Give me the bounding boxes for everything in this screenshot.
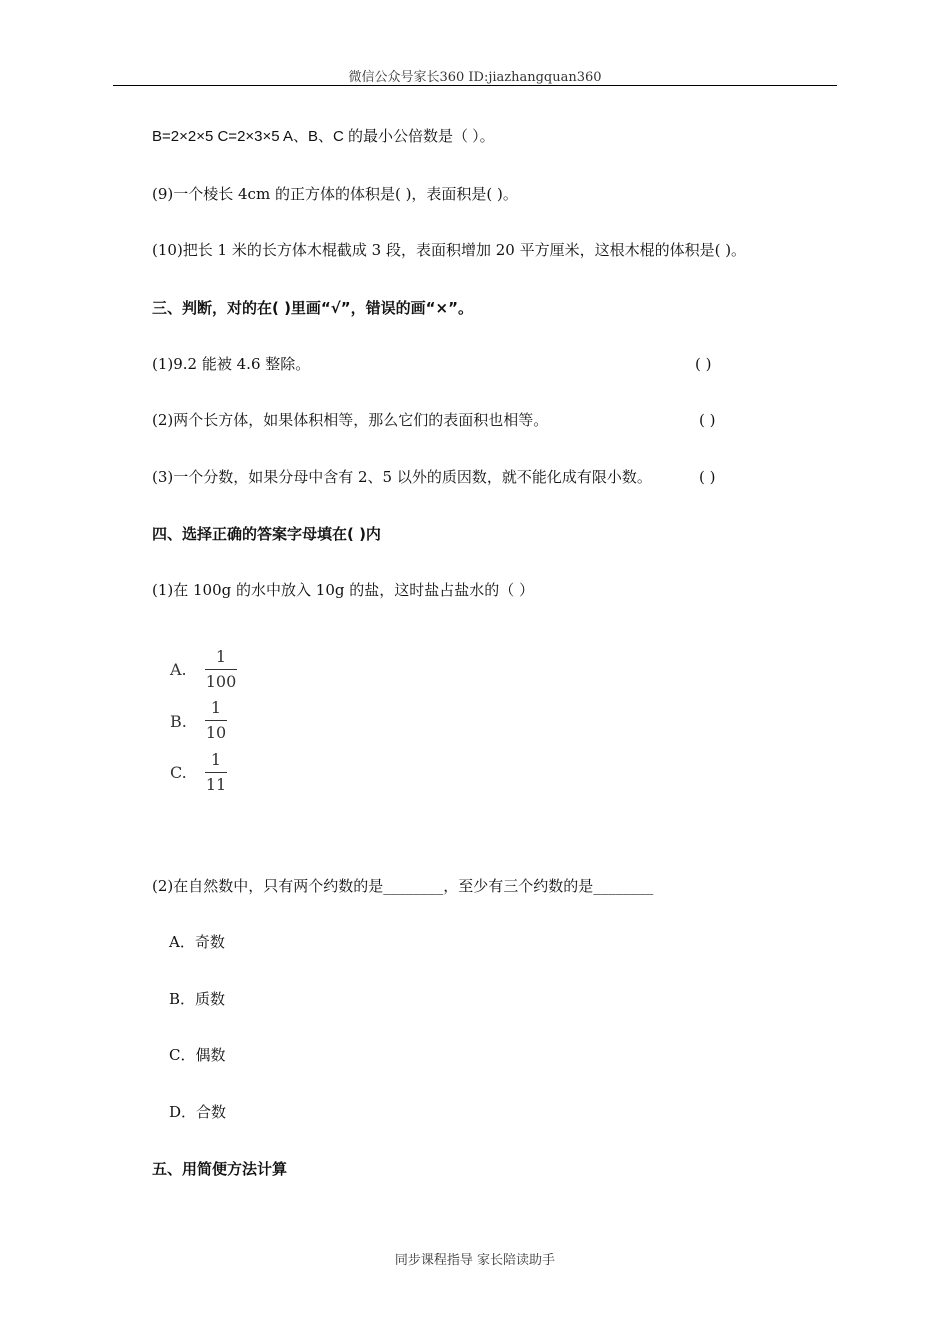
choice-question-1: (1)在 100g 的水中放入 10g 的盐，这时盐占盐水的（ ）	[152, 581, 535, 599]
header-divider	[113, 85, 837, 86]
option-a-fraction	[205, 647, 237, 692]
option-c-numerator: 1	[210, 750, 222, 769]
option-b-fraction	[205, 698, 227, 743]
q2-option-d: D．合数	[169, 1103, 227, 1121]
page-header: 微信公众号家长360 ID:jiazhangquan360	[348, 70, 602, 85]
q2-option-a: A．奇数	[169, 933, 225, 951]
judge-item-1: (1)9.2 能被 4.6 整除。	[152, 355, 311, 373]
option-a-denominator: 100	[205, 672, 237, 691]
question-9: (9)一个棱长 4cm 的正方体的体积是( )，表面积是( )。	[152, 185, 518, 203]
option-a-numerator: 1	[215, 647, 227, 666]
choice-question-2: (2)在自然数中，只有两个约数的是________，至少有三个约数的是________	[152, 877, 654, 895]
page-footer: 同步课程指导 家长陪读助手	[394, 1253, 556, 1268]
section-3-title: 三、判断，对的在( )里画“√”，错误的画“×”。	[152, 299, 473, 317]
q2-option-b: B．质数	[169, 990, 226, 1008]
option-c-fraction	[205, 750, 227, 795]
option-a-fraction-bar	[205, 669, 237, 670]
option-b-fraction-bar	[205, 720, 227, 721]
option-b-numerator: 1	[210, 698, 222, 717]
option-c-letter: C.	[170, 763, 187, 782]
question-10: (10)把长 1 米的长方体木棍截成 3 段，表面积增加 20 平方厘米，这根木棍的体积是( )。	[152, 241, 747, 259]
option-c-fraction-bar	[205, 772, 227, 773]
section-4-title: 四、选择正确的答案字母填在( )内	[152, 525, 381, 543]
q2-option-c: C．偶数	[169, 1046, 226, 1064]
option-a-letter: A.	[170, 660, 187, 679]
lcm-question-line: B=2×2×5 C=2×3×5 A、B、C 的最小公倍数是（ ）。	[152, 128, 495, 145]
judge-item-2: (2)两个长方体，如果体积相等，那么它们的表面积也相等。	[152, 411, 549, 429]
option-c-denominator: 11	[205, 775, 227, 794]
section-5-title: 五、用简便方法计算	[152, 1160, 288, 1178]
option-b-letter: B.	[170, 712, 187, 731]
judge-item-2-bracket: ( )	[699, 411, 716, 429]
judge-item-3-bracket: ( )	[699, 468, 716, 486]
judge-item-1-bracket: ( )	[695, 355, 712, 373]
option-b-denominator: 10	[205, 723, 227, 742]
judge-item-3: (3)一个分数，如果分母中含有 2、5 以外的质因数，就不能化成有限小数。	[152, 468, 652, 486]
